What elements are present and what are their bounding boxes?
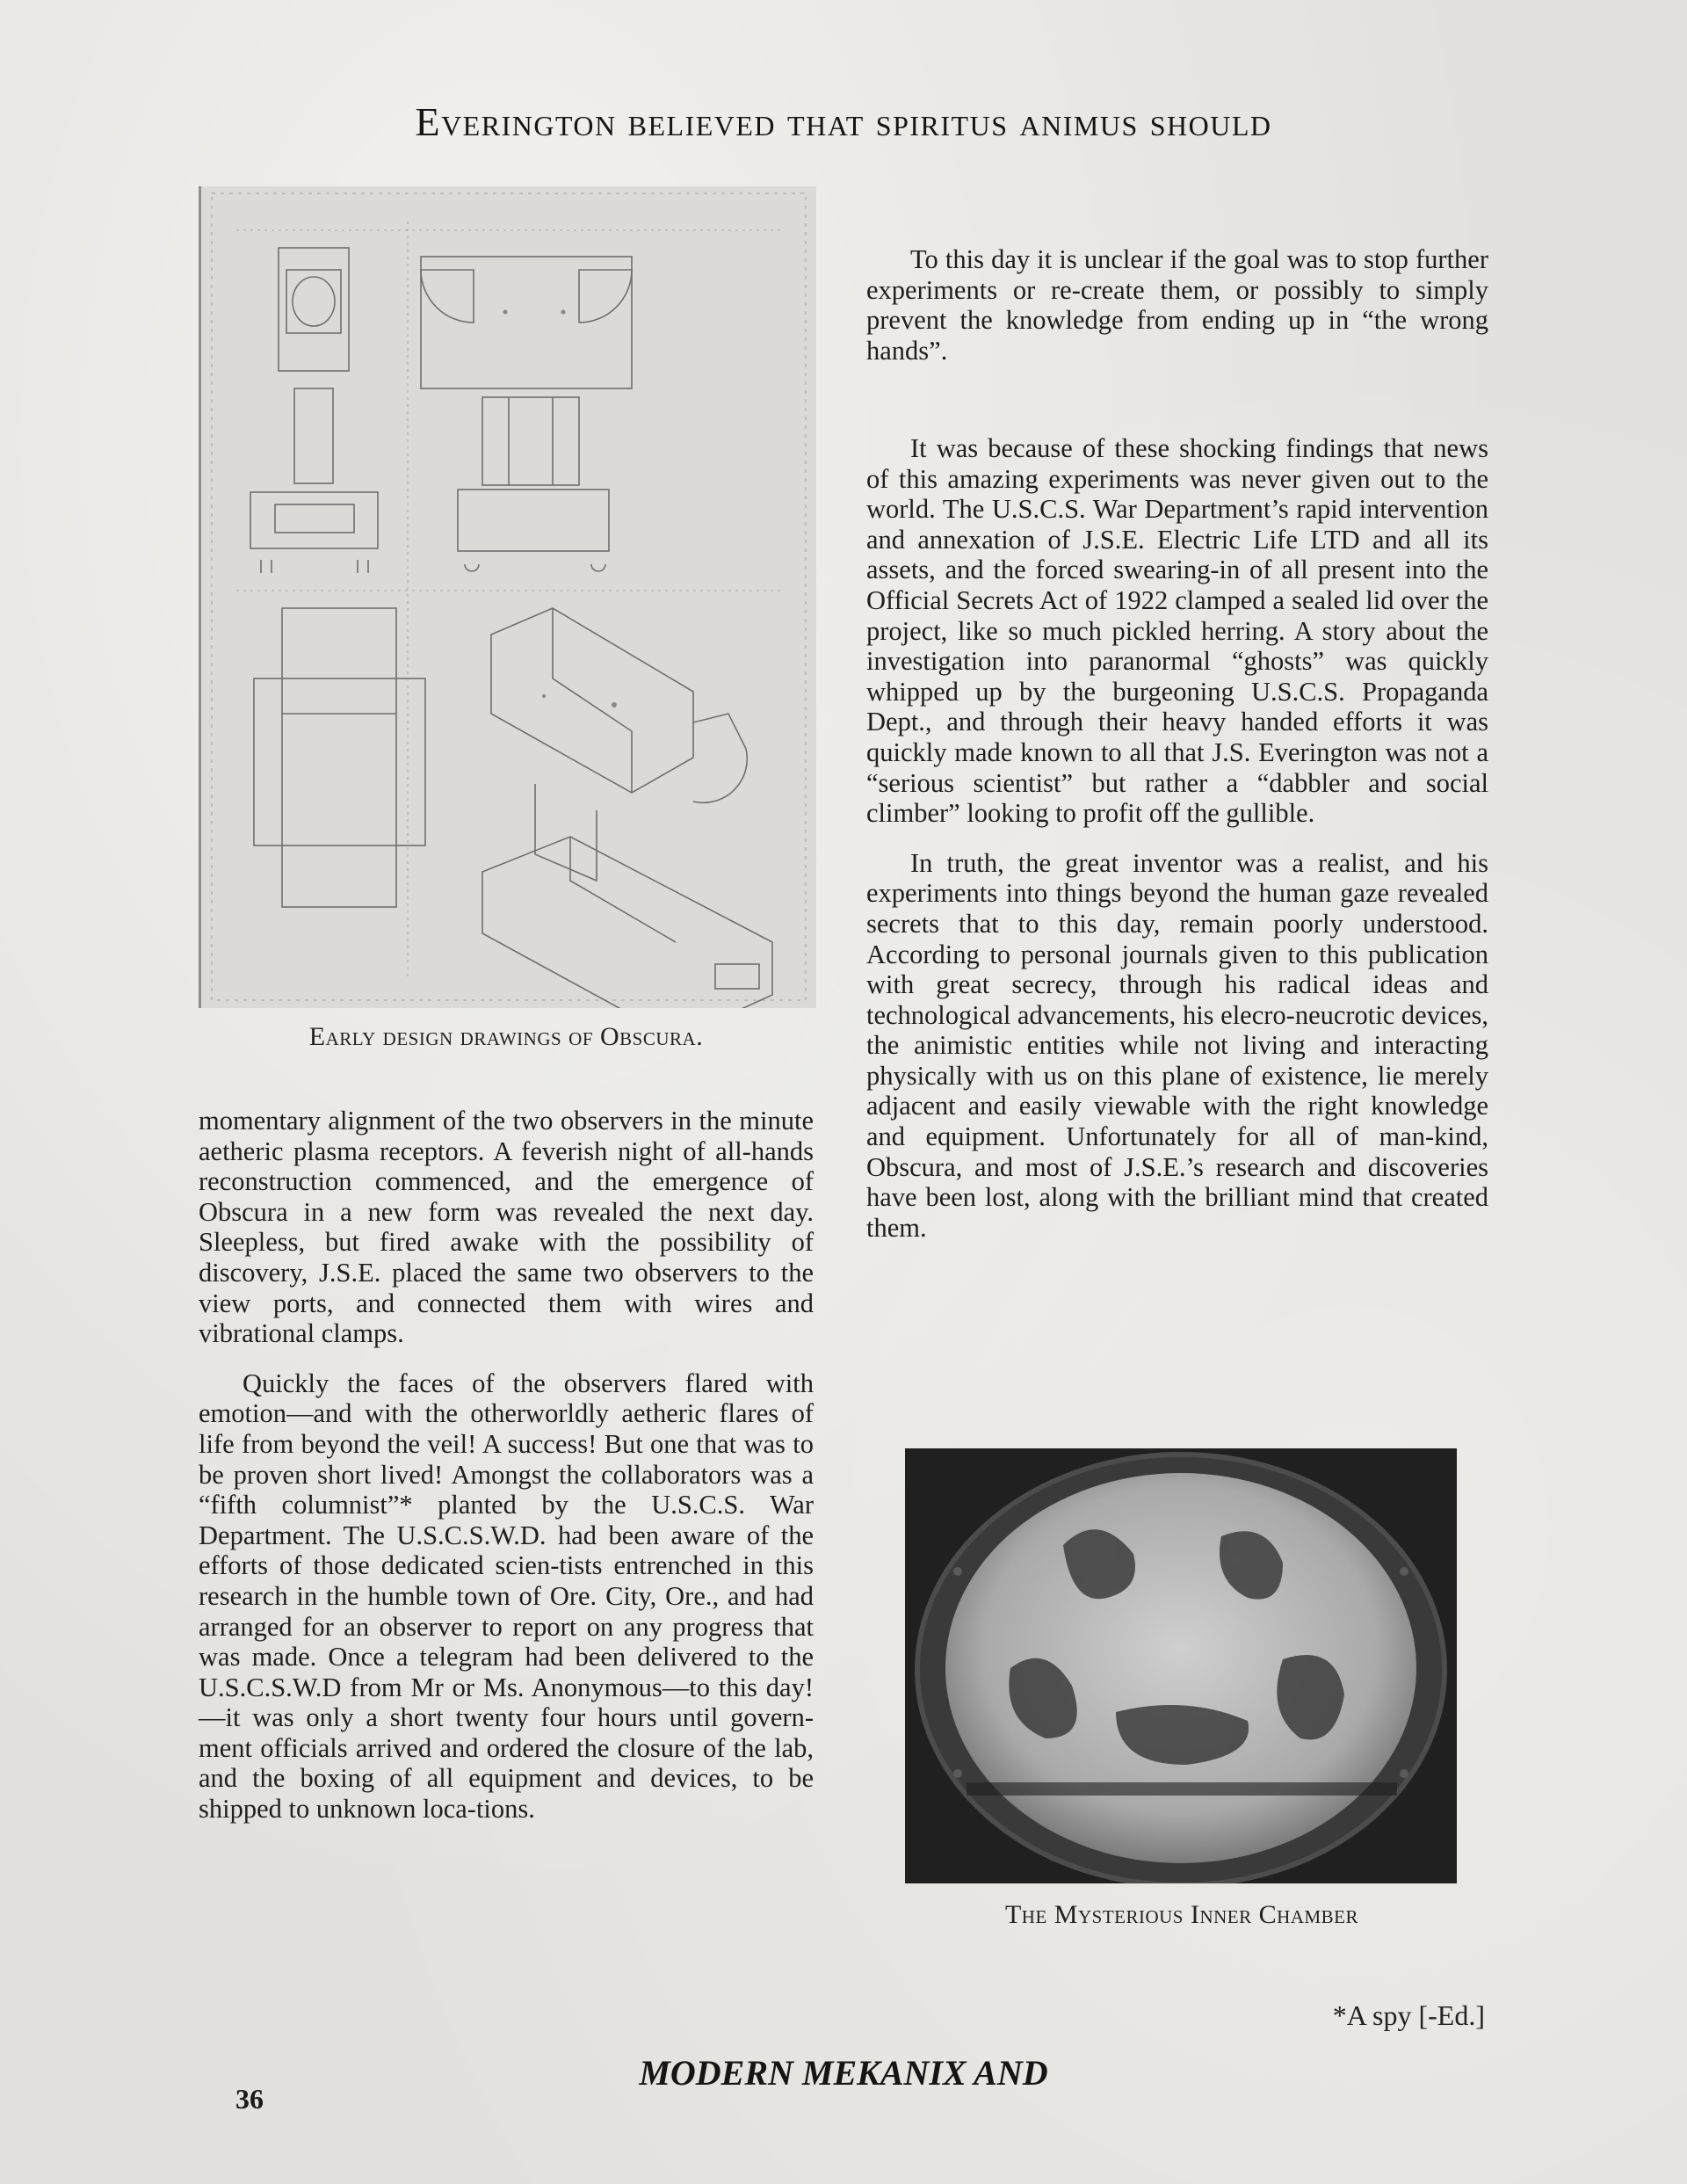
left-column [199,1106,814,1844]
inner-chamber-photo [905,1448,1457,1883]
right-paragraph-3: In truth, the great inventor was a realist, and his experiments into things beyond the human gaze revealed secrets that to this day, remain poorly understood. According to personal journals given to this publication with great secrecy, through his radical ideas and technological advancements, his elecro-neucrotic devices, the animistic entities while not living and interacting physically with us on this plane of existence, lie merely adjacent and easily viewable with the right knowledge and equipment. Unfortunately for all of man-kind, Obscura, and most of J.S.E.’s research and discoveries have been lost, along with the brilliant mind that created them. [866,847,1488,1243]
drawings-caption: Early design drawings of Obscura. [308,1022,704,1051]
right-paragraph-1: To this day it is unclear if the goal was to stop further experiments or re-create them, or possibly to simply prevent the knowledge from ending up in “the wrong hands”. [866,244,1488,366]
right-paragraph-2: It was because of these shocking findings that news of this amazing experiments was never given out to the world. The U.S.C.S. War Department’s rapid intervention and annexation of J.S.E. Electric Life LTD and all its assets, and the forced swearing-in of all present into the Official Secrets Act of 1922 clamped a sealed lid over the project, like so much pickled herring. A story about the investigation into paranormal “ghosts” was quickly whipped up by the burgeoning U.S.C.S. Propaganda Dept., and through their heavy handed efforts it was quickly made known to all that J.S. Everington was not a “serious scientist” but rather a “dabbler and social climber” looking to profit off the gullible. [866,433,1488,829]
design-drawings-figure [199,186,816,1008]
left-paragraph-2: Quickly the faces of the observers flared with emotion—and with the otherworldly aetheric flares of life from beyond the veil! A success! But one that was to be proven short lived! Amongst the collaborators was a “fifth columnist”* planted by the U.S.C.S. War Department. The U.S.C.S.W.D. had been aware of the efforts of those dedicated scien-tists entrenched in this research in the humble town of Ore. City, Ore., and had arranged for an observer to report on any progress that was made. Once a telegram had been delivered to the U.S.C.S.W.D from Mr or Ms. Anonymous—to this day!—it was only a short twenty four hours until govern-ment officials arrived and ordered the closure of the lab, and the boxing of all equipment and devices, to be shipped to unknown loca-tions. [199,1368,814,1825]
obscura-blueprint-illustration [201,186,816,1008]
page-headline: Everington believed that spiritus animus should [415,99,1272,144]
publication-title: MODERN MEKANIX AND [639,2053,1048,2093]
right-column-main [866,433,1488,1262]
page-number: 36 [235,2083,264,2115]
chamber-porthole-image [905,1448,1457,1883]
footnote: *A spy [-Ed.] [1332,1999,1485,2031]
left-paragraph-1: momentary alignment of the two observers in the minute aetheric plasma receptors. A feverish night of all-hands reconstruction commenced, and the emergence of Obscura in a new form was revealed the next day. Sleepless, but fired awake with the possibility of discovery, J.S.E. placed the same two observers to the view ports, and connected them with wires and vibrational clamps. [199,1106,814,1349]
chamber-caption: The Mysterious Inner Chamber [1004,1900,1358,1929]
right-column-top [866,244,1488,385]
